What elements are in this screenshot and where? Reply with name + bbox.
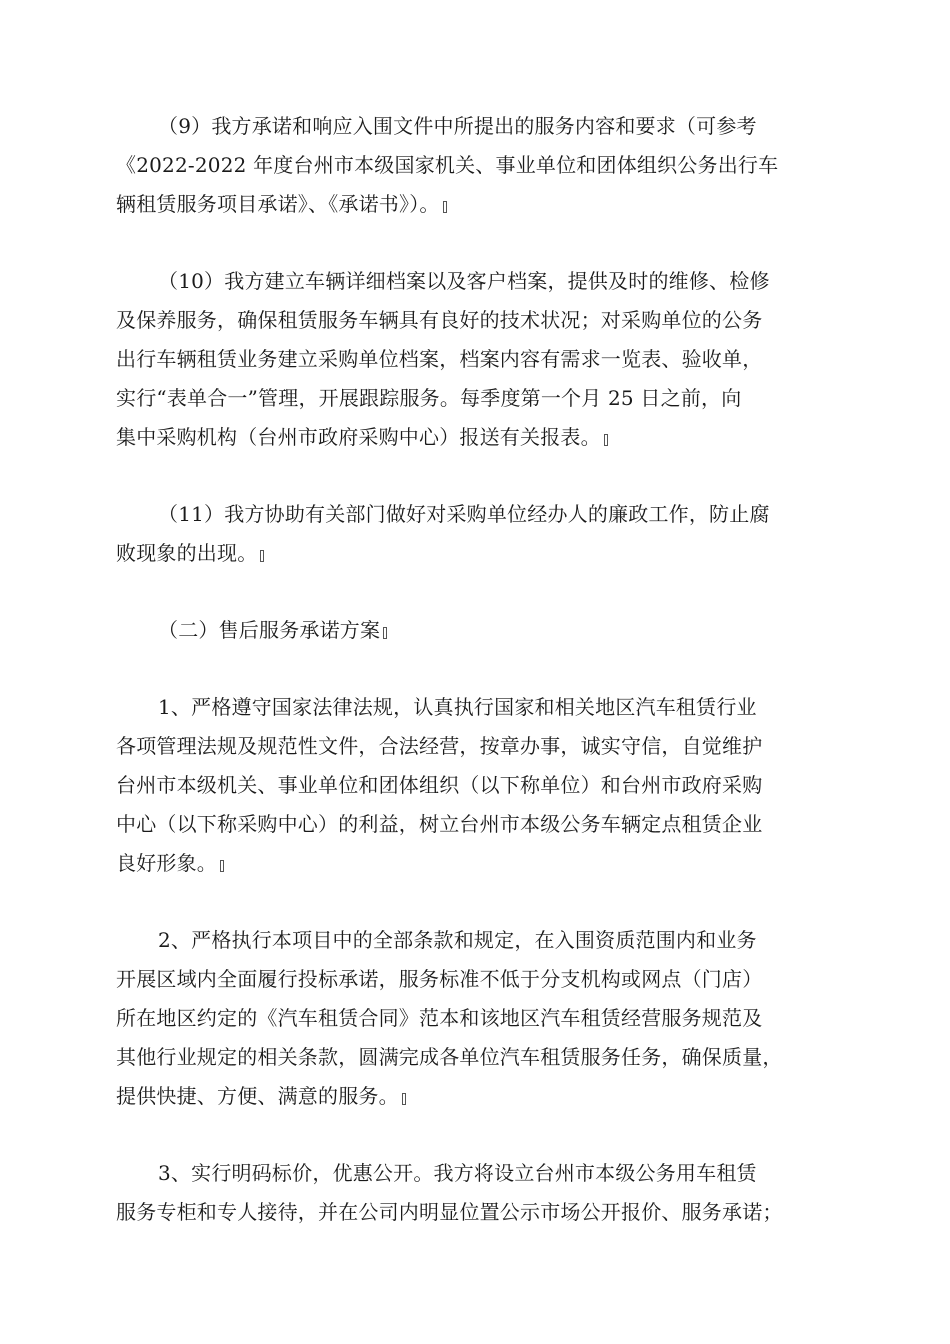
text-line: 实行“表单合一”管理，开展跟踪服务。每季度第一个月 25 日之前，向 xyxy=(116,386,742,410)
paragraph-spacer xyxy=(116,883,856,921)
paragraph-item-10 xyxy=(116,262,856,457)
text-line-content: 集中采购机构（台州市政府采购中心）报送有关报表。 xyxy=(116,425,601,449)
paragraph-mark-icon xyxy=(402,1093,406,1105)
paragraph-item-11 xyxy=(116,495,856,573)
paragraph-mark-icon xyxy=(220,860,224,872)
text-line: 中心（以下称采购中心）的利益，树立台州市本级公务车辆定点租赁企业 xyxy=(116,812,763,836)
text-line: 其他行业规定的相关条款，圆满完成各单位汽车租赁服务任务，确保质量， xyxy=(116,1045,783,1069)
text-line xyxy=(116,418,856,457)
text-line: 2、严格执行本项目中的全部条款和规定，在入围资质范围内和业务 xyxy=(158,928,757,952)
text-line xyxy=(116,611,856,650)
text-line: 所在地区约定的《汽车租赁合同》范本和该地区汽车租赁经营服务规范及 xyxy=(116,1006,763,1030)
text-line: 及保养服务，确保租赁服务车辆具有良好的技术状况；对采购单位的公务 xyxy=(116,308,763,332)
text-line: （11）我方协助有关部门做好对采购单位经办人的廉政工作，防止腐 xyxy=(158,502,770,526)
paragraph-spacer xyxy=(116,1116,856,1154)
paragraph-mark-icon xyxy=(443,201,447,213)
text-line: 开展区域内全面履行投标承诺，服务标准不低于分支机构或网点（门店） xyxy=(116,967,763,991)
text-line: 各项管理法规及规范性文件，合法经营，按章办事，诚实守信，自觉维护 xyxy=(116,734,763,758)
section-heading xyxy=(116,611,856,650)
paragraph-spacer xyxy=(116,457,856,495)
paragraph-commitment-2 xyxy=(116,921,856,1116)
paragraph-commitment-1 xyxy=(116,688,856,883)
text-line: 台州市本级机关、事业单位和团体组织（以下称单位）和台州市政府采购 xyxy=(116,773,763,797)
text-line: （9）我方承诺和响应入围文件中所提出的服务内容和要求（可参考 xyxy=(158,114,757,138)
paragraph-mark-icon xyxy=(383,627,387,639)
text-line xyxy=(116,844,856,883)
text-line xyxy=(116,1077,856,1116)
text-line: （10）我方建立车辆详细档案以及客户档案，提供及时的维修、检修 xyxy=(158,269,770,293)
paragraph-item-9 xyxy=(116,107,856,224)
text-line-content: 提供快捷、方便、满意的服务。 xyxy=(116,1084,399,1108)
heading-text: （二）售后服务承诺方案 xyxy=(158,618,381,642)
text-line-content: 辆租赁服务项目承诺》、《承诺书》）。 xyxy=(116,192,440,216)
text-line: 出行车辆租赁业务建立采购单位档案，档案内容有需求一览表、验收单， xyxy=(116,347,763,371)
paragraph-mark-icon xyxy=(604,434,608,446)
text-line: 1、严格遵守国家法律法规，认真执行国家和相关地区汽车租赁行业 xyxy=(158,695,757,719)
text-line: 服务专柜和专人接待，并在公司内明显位置公示市场公开报价、服务承诺； xyxy=(116,1200,783,1224)
text-line-content: 败现象的出现。 xyxy=(116,541,258,565)
paragraph-spacer xyxy=(116,650,856,688)
paragraph-spacer xyxy=(116,573,856,611)
text-line: 《2022-2022 年度台州市本级国家机关、事业单位和团体组织公务出行车 xyxy=(116,153,779,177)
paragraph-mark-icon xyxy=(260,550,264,562)
paragraph-commitment-3 xyxy=(116,1154,856,1232)
text-line-content: 良好形象。 xyxy=(116,851,217,875)
paragraph-spacer xyxy=(116,224,856,262)
text-line xyxy=(116,185,856,224)
text-line: 3、实行明码标价，优惠公开。我方将设立台州市本级公务用车租赁 xyxy=(158,1161,757,1185)
text-line xyxy=(116,534,856,573)
document-body xyxy=(116,107,856,1232)
